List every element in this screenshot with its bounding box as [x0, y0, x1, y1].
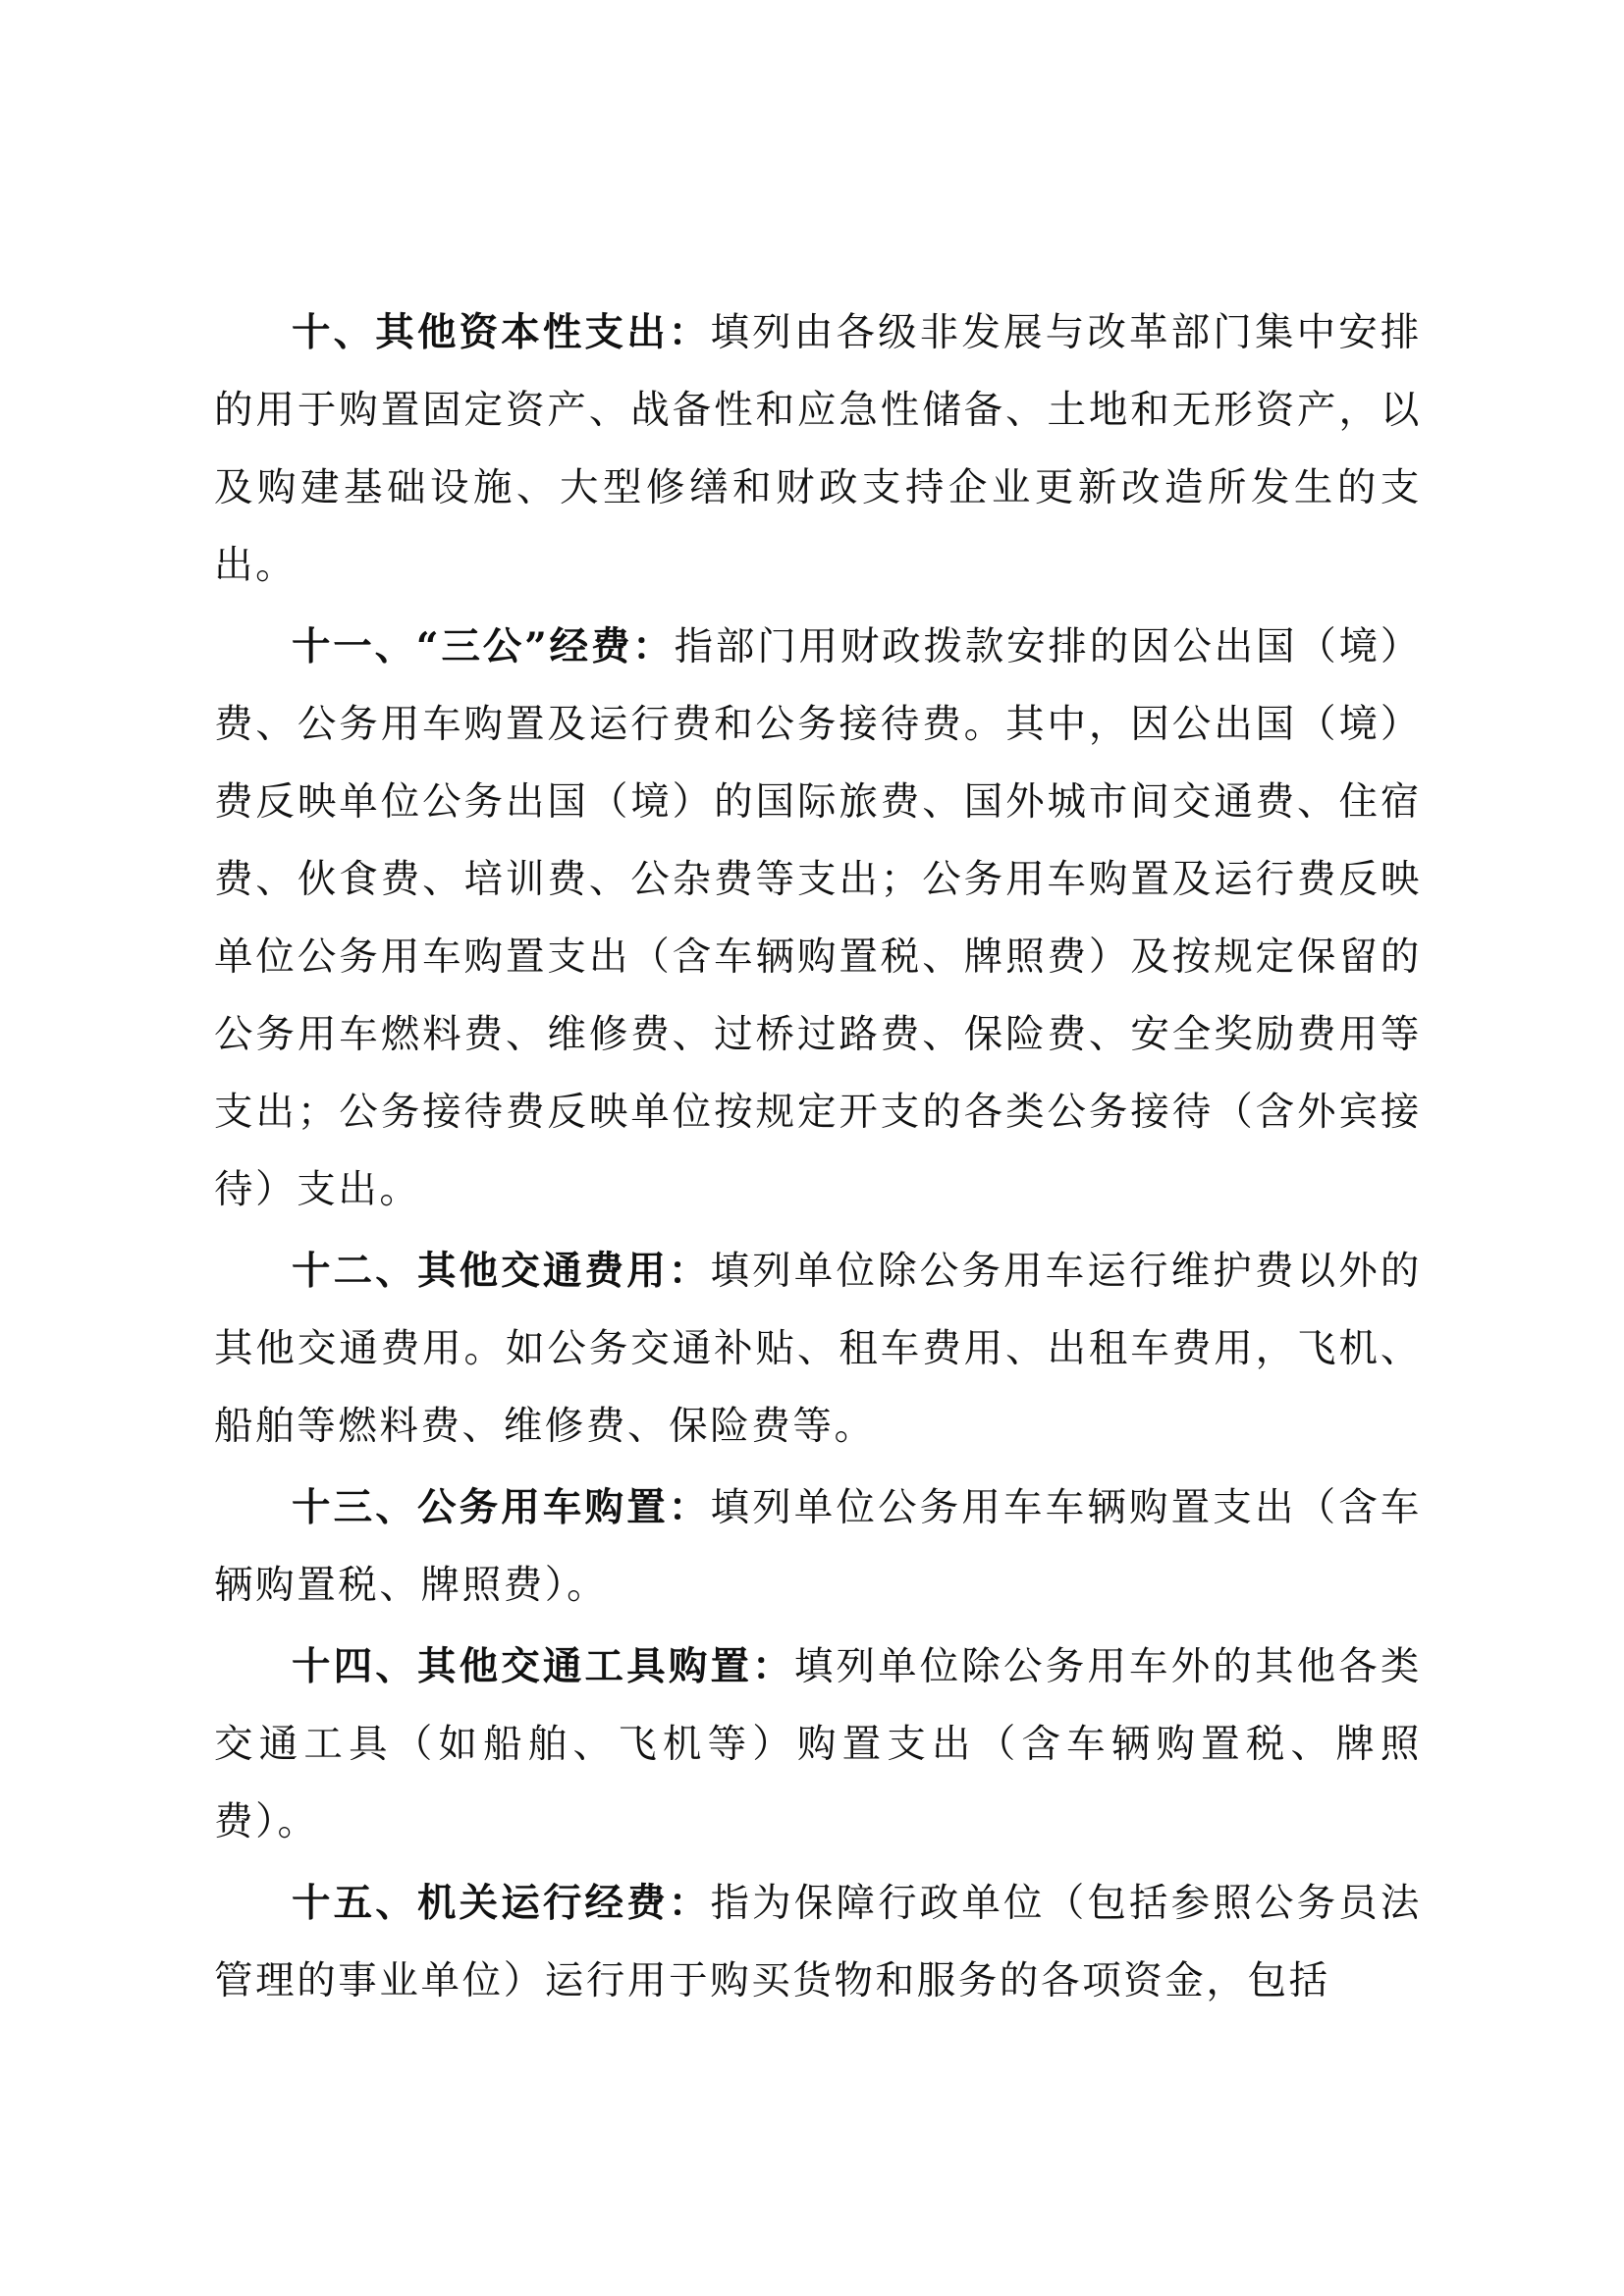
- paragraph-text: 填列单位除公务用车外的其他各类交通工具（如船舶、飞机等）购置支出（含车辆购置税、牌照费）。: [214, 1644, 1423, 1844]
- paragraph-heading: 十一、“三公”经费：: [292, 624, 675, 669]
- paragraph-heading: 十三、公务用车购置：: [292, 1485, 711, 1530]
- document-body: [214, 294, 1422, 2024]
- paragraph-heading: 十、其他资本性支出：: [292, 310, 711, 355]
- paragraph-text: 填列单位公务用车车辆购置支出（含车辆购置税、牌照费）。: [214, 1485, 1422, 1608]
- paragraph-text: 指为保障行政单位（包括参照公务员法管理的事业单位）运行用于购买货物和服务的各项资金，包括: [214, 1881, 1422, 2003]
- paragraph-text: 指部门用财政拨款安排的因公出国（境）费、公务用车购置及运行费和公务接待费。其中，因公出国（境）费反映单位公务出国（境）的国际旅费、国外城市间交通费、住宿费、伙食费、培训费、公杂费等支出；公务用车购置及运行费反映单位公务用车购置支出（含车辆购置税、牌照费）及按规定保留的公务用车燃料费、维修费、过桥过路费、保险费、安全奖励费用等支出；公务接待费反映单位按规定开支的各类公务接待（含外宾接待）支出。: [214, 624, 1422, 1212]
- paragraph-text: 填列由各级非发展与改革部门集中安排的用于购置固定资产、战备性和应急性储备、土地和无形资产，以及购建基础设施、大型修缮和财政支持企业更新改造所发生的支出。: [214, 310, 1422, 588]
- paragraph-heading: 十四、其他交通工具购置：: [292, 1644, 794, 1689]
- paragraph-text: 填列单位除公务用车运行维护费以外的其他交通费用。如公务交通补贴、租车费用、出租车费用，飞机、船舶等燃料费、维修费、保险费等。: [214, 1249, 1422, 1449]
- paragraph-official-vehicle-purchase: [214, 1469, 1422, 1625]
- paragraph-agency-operating-funds: [214, 1865, 1422, 2020]
- paragraph-other-transport-costs: [214, 1233, 1422, 1466]
- paragraph-heading: 十五、机关运行经费：: [292, 1881, 711, 1926]
- paragraph-other-vehicle-purchase: [214, 1629, 1422, 1861]
- paragraph-other-capital-expenditure: [214, 294, 1422, 605]
- paragraph-three-public-expenses: [214, 609, 1422, 1229]
- paragraph-heading: 十二、其他交通费用：: [292, 1249, 711, 1294]
